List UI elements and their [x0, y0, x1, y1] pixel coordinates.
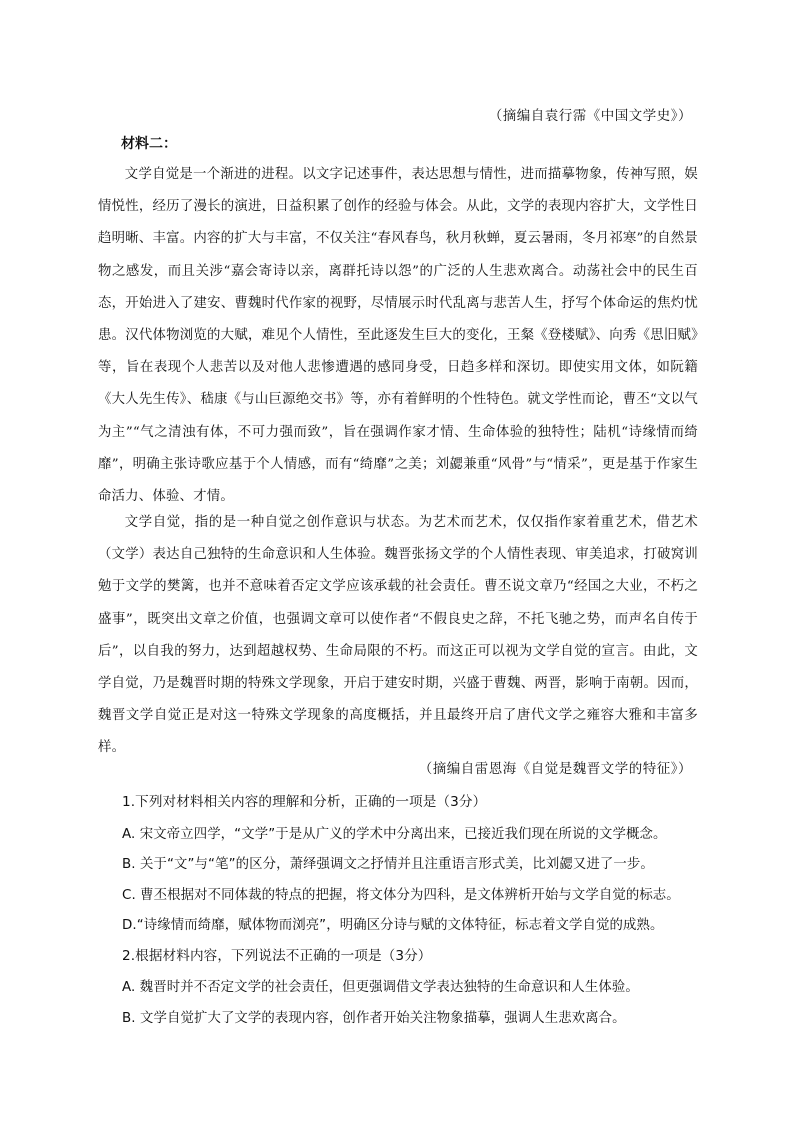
question-1-option-c: C. 曹丕根据对不同体裁的特点的把握，将文体分为四科，是文体辨析开始与文学自觉的标志。: [122, 888, 680, 903]
material2-heading: 材料二：: [121, 136, 177, 152]
material2-paragraph-1: 文学自觉是一个渐进的进程。以文字记述事件，表达思想与情性，进而描摹物象，传神写照，娱情悦性，经历了漫长的演进，日益积累了创作的经验与体会。从此，文学的表现内容扩大，文学性日趋明晰、丰富。内容的扩大与丰富，不仅关注“春风春鸟，秋月秋蝉，夏云暑雨，冬月祁寒”的自然景物之感发，而且关涉“嘉会寄诗以亲，离群托诗以怨”的广泛的人生悲欢离合。动荡社会中的民生百态，开始进入了建安、曹魏时代作家的视野，尽情展示时代乱离与悲苦人生，抒写个体命运的焦灼忧患。汉代体物浏览的大赋，难见个人情性，至此逐发生巨大的变化，王粲《登楼赋》、向秀《思旧赋》等，旨在表现个人悲苦以及对他人悲惨遭遇的感同身受，日趋多样和深切。即使实用文体，如阮籍《大人先生传》、嵇康《与山巨源绝交书》等，亦有着鲜明的个性特色。就文学性而论，曹丕“文以气为主”“气之清浊有体，不可力强而致”，旨在强调作家才情、生命体验的独特性；陆机“诗缘情而绮靡”，明确主张诗歌应基于个人情感，而有“绮靡”之美；刘勰兼重“风骨”与“情采”，更是基于作家生命活力、体验、才情。: [98, 167, 698, 505]
material2-paragraph-2: 文学自觉，指的是一种自觉之创作意识与状态。为艺术而艺术，仅仅指作家着重艺术，借艺术（文学）表达自己独特的生命意识和人生体验。魏晋张扬文学的个人情性表现、审美追求，打破窝训勉于文学的樊篱，也并不意味着否定文学应该承载的社会责任。曹丕说文章乃“经国之大业，不朽之盛事”，既突出文章之价值，也强调文章可以使作者“不假良史之辞，不托飞驰之势，而声名自传于后”，以自我的努力，达到超越权势、生命局限的不朽。而这正可以视为文学自觉的宣言。由此，文学自觉，乃是魏晋时期的特殊文学现象，开启于建安时期，兴盛于曹魏、两晋，影响于南朝。因而，魏晋文学自觉正是对这一特殊文学现象的高度概括，并且最终开启了唐代文学之雍容大雅和丰富多样。: [98, 515, 698, 756]
question-2-option-a: A. 魏晋时并不否定文学的社会责任，但更强调借文学表达独特的生命意识和人生体验。: [122, 980, 639, 995]
question-1-option-b: B. 关于“文”与“笔”的区分，萧绎强调文之抒情并且注重语言形式美，比刘勰又进了一步。: [122, 857, 654, 872]
question-1-option-a: A. 宋文帝立四学，“文学”于是从广义的学术中分离出来，已接近我们现在所说的文学概念。: [122, 827, 667, 842]
question-1-stem: 1.下列对材料相关内容的理解和分析，正确的一项是（3分）: [122, 794, 487, 810]
material2-source-citation: （摘编自雷恩海《自觉是魏晋文学的特征》）: [418, 761, 692, 777]
question-2-stem: 2.根据材料内容，下列说法不正确的一项是（3分）: [122, 948, 432, 964]
question-2-option-b: B. 文学自觉扩大了文学的表现内容，创作者开始关注物象描摹，强调人生悲欢离合。: [122, 1011, 626, 1026]
material1-source-citation: （摘编自袁行霈《中国文学史》）: [488, 108, 692, 124]
question-1-option-d: D.“诗缘情而绮靡，赋体物而浏亮”，明确区分诗与赋的文体特征，标志着文学自觉的成熟。: [122, 918, 664, 933]
